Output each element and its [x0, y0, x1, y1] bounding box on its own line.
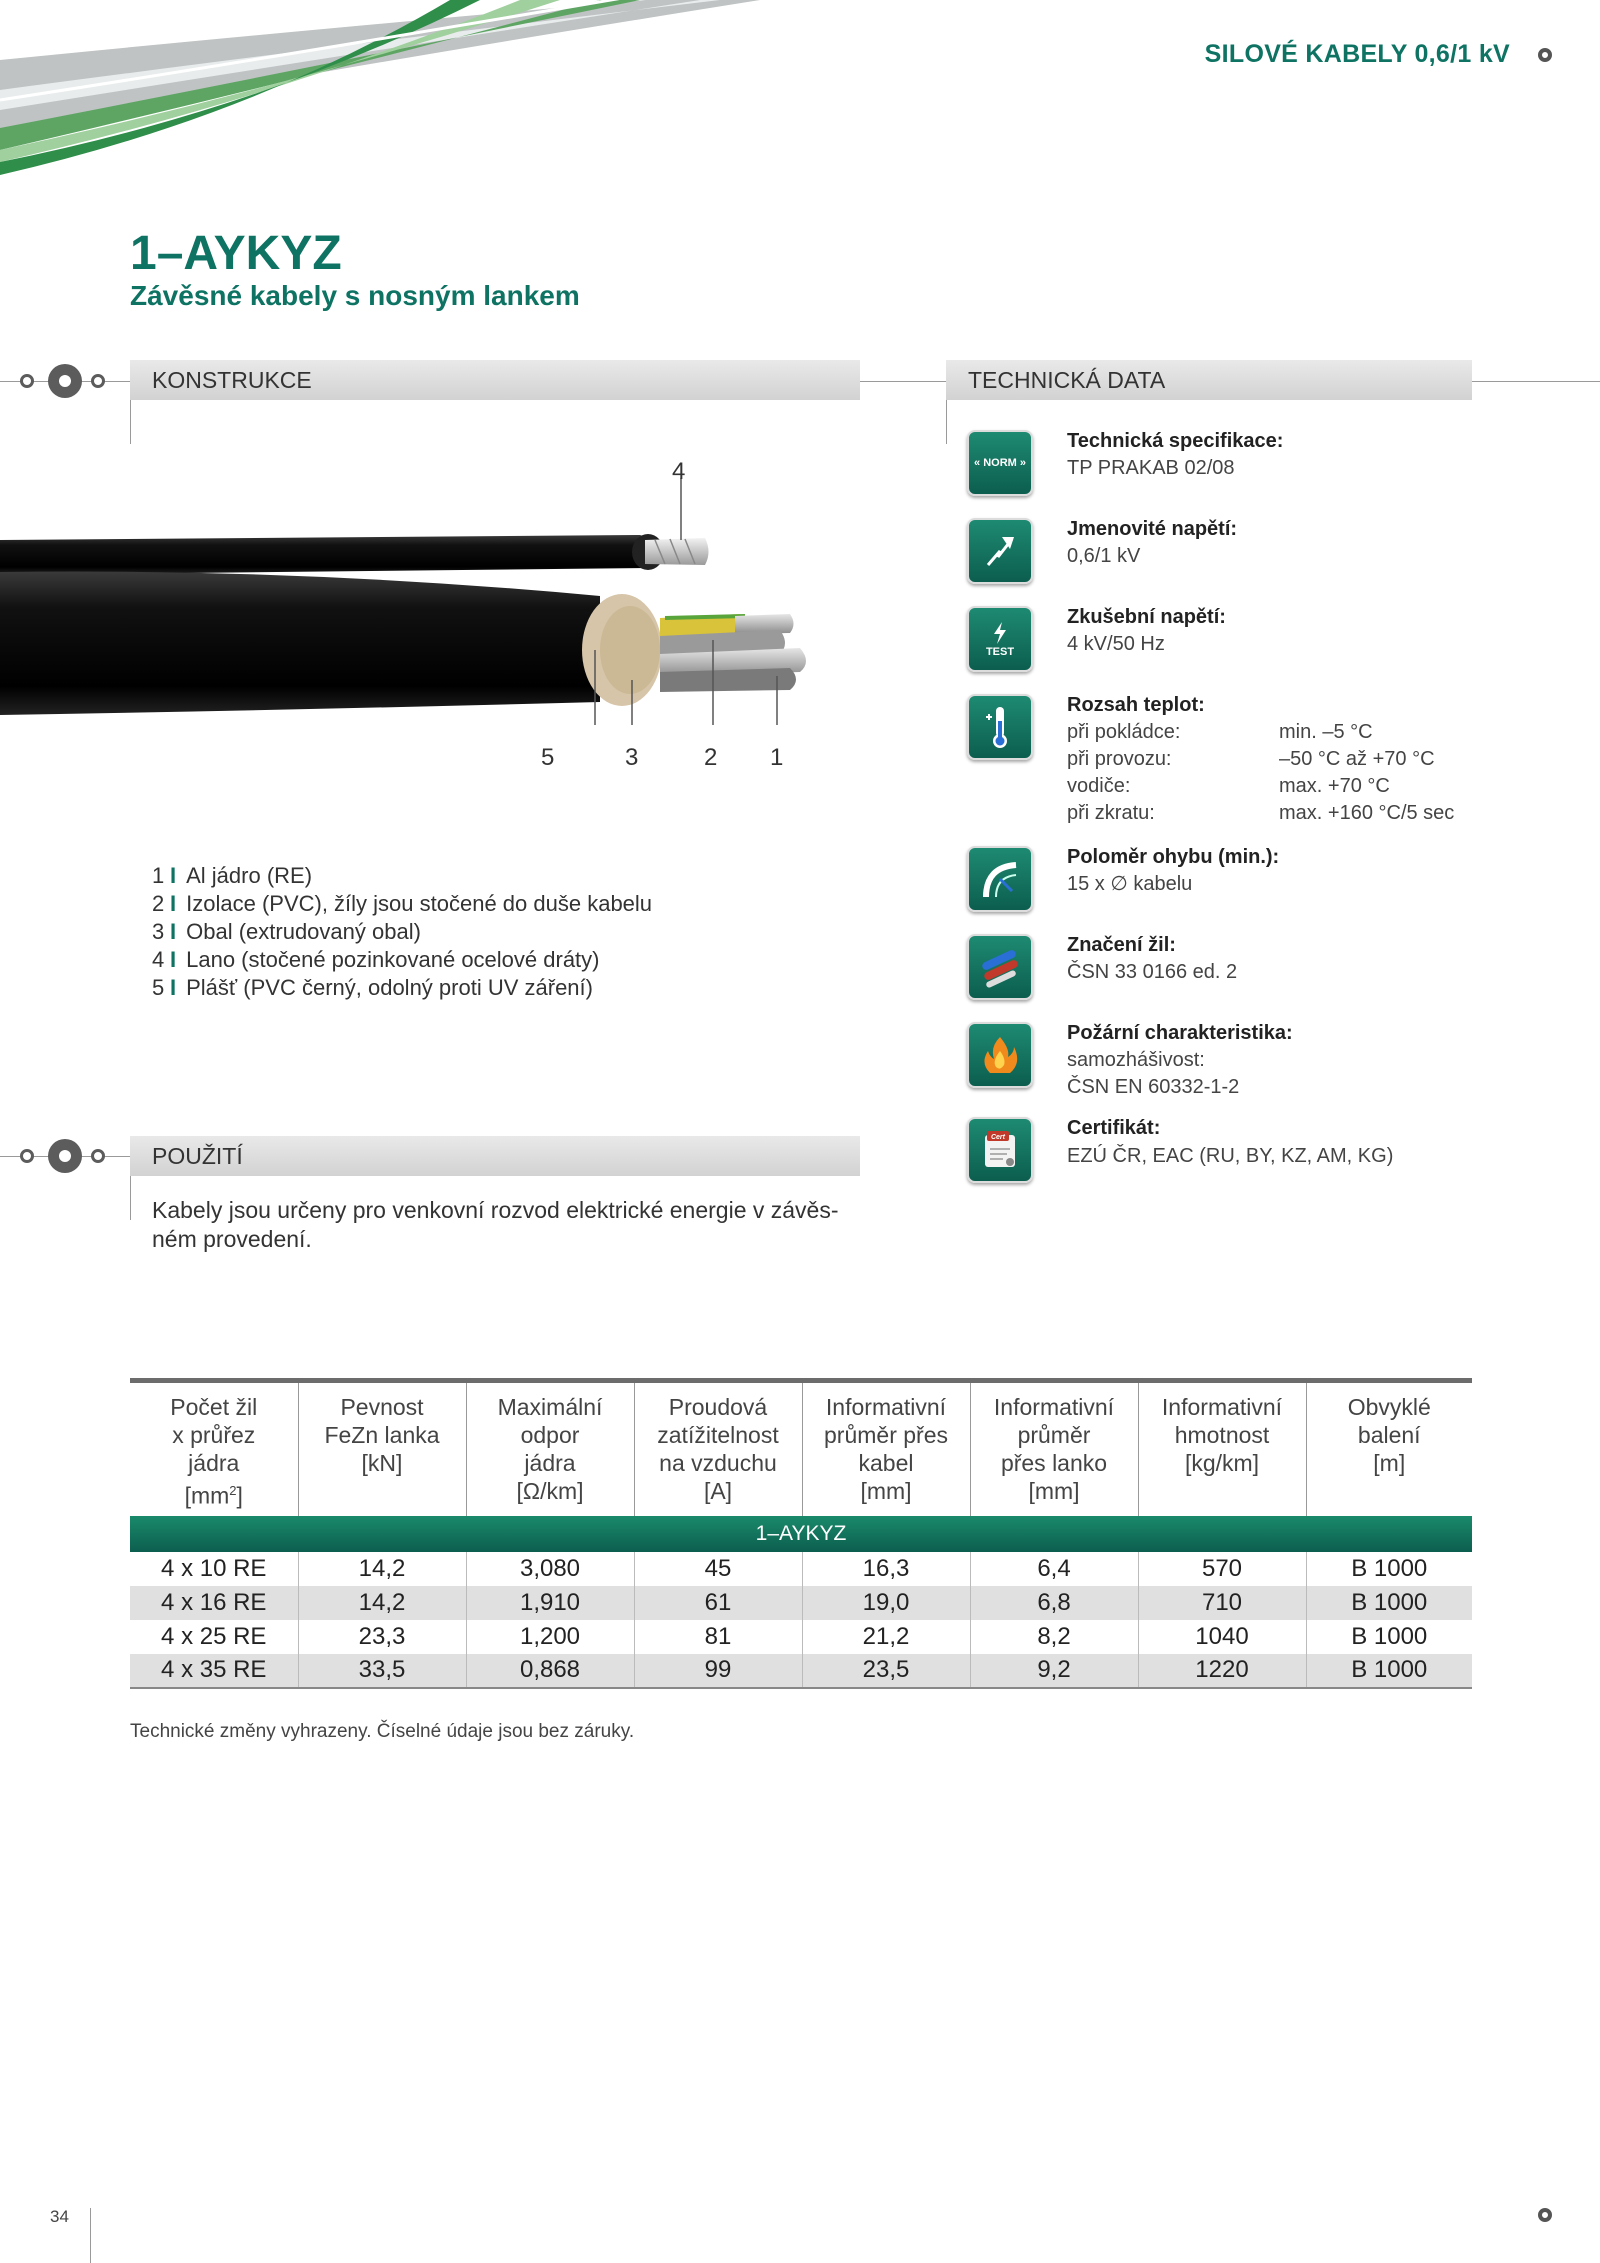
- wire-marking-label: Značení žil:: [1067, 934, 1176, 956]
- construction-item: 2 I Izolace (PVC), žíly jsou stočené do duše kabelu: [152, 891, 653, 916]
- wire-marking-icon: [967, 934, 1033, 1000]
- fire-value: samozhášivost:: [1067, 1049, 1205, 1071]
- cable-cross-section-image: [0, 440, 860, 770]
- column-header: Informativní průměr přes lanko [mm]: [970, 1381, 1138, 1516]
- footer-ring-icon: [1538, 2208, 1552, 2222]
- table-row: 4 x 16 RE 14,2 1,910 61 19,0 6,8 710 B 1000: [130, 1586, 1472, 1620]
- construction-item: 5 I Plášť (PVC černý, odolný proti UV záření): [152, 975, 593, 1000]
- product-subtitle: Závěsné kabely s nosným lankem: [130, 280, 580, 311]
- column-header: Informativní hmotnost [kg/km]: [1138, 1381, 1306, 1516]
- page-number: 34: [50, 2207, 69, 2226]
- fire-standard: ČSN EN 60332-1-2: [1067, 1076, 1240, 1098]
- bullet-ring-icon: [91, 374, 105, 388]
- construction-item: 4 I Lano (stočené pozinkované ocelové dráty): [152, 947, 600, 972]
- table-row: 4 x 10 RE 14,2 3,080 45 16,3 6,4 570 B 1000: [130, 1552, 1472, 1586]
- certificate-value: EZÚ ČR, EAC (RU, BY, KZ, AM, KG): [1067, 1145, 1394, 1167]
- test-voltage-value: 4 kV/50 Hz: [1067, 633, 1165, 655]
- bend-radius-label: Poloměr ohybu (min.):: [1067, 846, 1280, 868]
- table-group-row: 1–AYKYZ: [130, 1516, 1472, 1552]
- column-header: Informativní průměr přes kabel [mm]: [802, 1381, 970, 1516]
- section-usage-header: POUŽITÍ: [130, 1136, 860, 1176]
- norm-icon: « NORM »: [967, 430, 1033, 496]
- column-header: Proudová zatížitelnost na vzduchu [A]: [634, 1381, 802, 1516]
- divider: [1472, 381, 1600, 382]
- callout-number: 4: [672, 458, 686, 485]
- section-construction-header: KONSTRUKCE: [130, 360, 860, 400]
- usage-text: Kabely jsou určeny pro venkovní rozvod elektrické energie v závěs-ném provedení.: [152, 1197, 839, 1252]
- spec-value: TP PRAKAB 02/08: [1067, 457, 1235, 479]
- svg-text:Cert: Cert: [990, 1134, 1006, 1141]
- divider: [90, 2208, 91, 2263]
- section-technical-header: TECHNICKÁ DATA: [946, 360, 1472, 400]
- series-title: SILOVÉ KABELY 0,6/1 kV: [1204, 40, 1510, 68]
- column-header: Počet žil x průřez jádra $[mm^2]$: [130, 1381, 298, 1516]
- certificate-label: Certifikát:: [1067, 1117, 1161, 1139]
- callout-number: 5: [541, 744, 555, 771]
- bend-radius-value: 15 x ∅ kabelu: [1067, 873, 1193, 895]
- divider: [860, 381, 946, 382]
- column-header: Obvyklé balení [m]: [1306, 1381, 1472, 1516]
- fire-icon: [967, 1022, 1033, 1088]
- temperature-table: při pokládce: min. –5 °C při provozu: –50 °C až +70 °C vodiče: max. +70 °C při zkratu: max. +160 °C/5 sec: [1067, 721, 1455, 824]
- thermometer-icon: [967, 694, 1033, 760]
- bullet-ring-icon: [91, 1149, 105, 1163]
- construction-item: 3 I Obal (extrudovaný obal): [152, 919, 421, 944]
- header-ring-icon: [1538, 48, 1552, 62]
- voltage-value: 0,6/1 kV: [1067, 545, 1141, 567]
- fire-label: Požární charakteristika:: [1067, 1022, 1293, 1044]
- product-title: 1–AYKYZ: [130, 227, 342, 280]
- voltage-icon: [967, 518, 1033, 584]
- table-row: 4 x 25 RE 23,3 1,200 81 21,2 8,2 1040 B 1000: [130, 1620, 1472, 1654]
- header-cable-swoosh: [0, 0, 760, 190]
- table-header-row: [130, 1381, 1472, 1516]
- temperature-label: Rozsah teplot:: [1067, 694, 1205, 716]
- callout-number: 3: [625, 744, 639, 771]
- bullet-ring-icon: [20, 374, 34, 388]
- bend-radius-icon: [967, 846, 1033, 912]
- test-voltage-label: Zkušební napětí:: [1067, 606, 1226, 628]
- table-row: 4 x 35 RE 33,5 0,868 99 23,5 9,2 1220 B 1000: [130, 1654, 1472, 1688]
- column-header: Pevnost FeZn lanka [kN]: [298, 1381, 466, 1516]
- callout-number: 2: [704, 744, 718, 771]
- voltage-label: Jmenovité napětí:: [1067, 518, 1238, 540]
- footnote: Technické změny vyhrazeny. Číselné údaje jsou bez záruky.: [130, 1721, 635, 1742]
- spec-label: Technická specifikace:: [1067, 430, 1284, 452]
- test-icon: TEST: [967, 606, 1033, 672]
- wire-marking-value: ČSN 33 0166 ed. 2: [1067, 961, 1238, 983]
- certificate-icon: [967, 1117, 1033, 1183]
- bullet-ring-icon: [20, 1149, 34, 1163]
- callout-number: 1: [770, 744, 784, 771]
- specification-table: [130, 1378, 1472, 1689]
- column-header: Maximální odpor jádra [Ω/km]: [466, 1381, 634, 1516]
- construction-item: 1 I Al jádro (RE): [152, 863, 313, 888]
- construction-list: [152, 862, 652, 1002]
